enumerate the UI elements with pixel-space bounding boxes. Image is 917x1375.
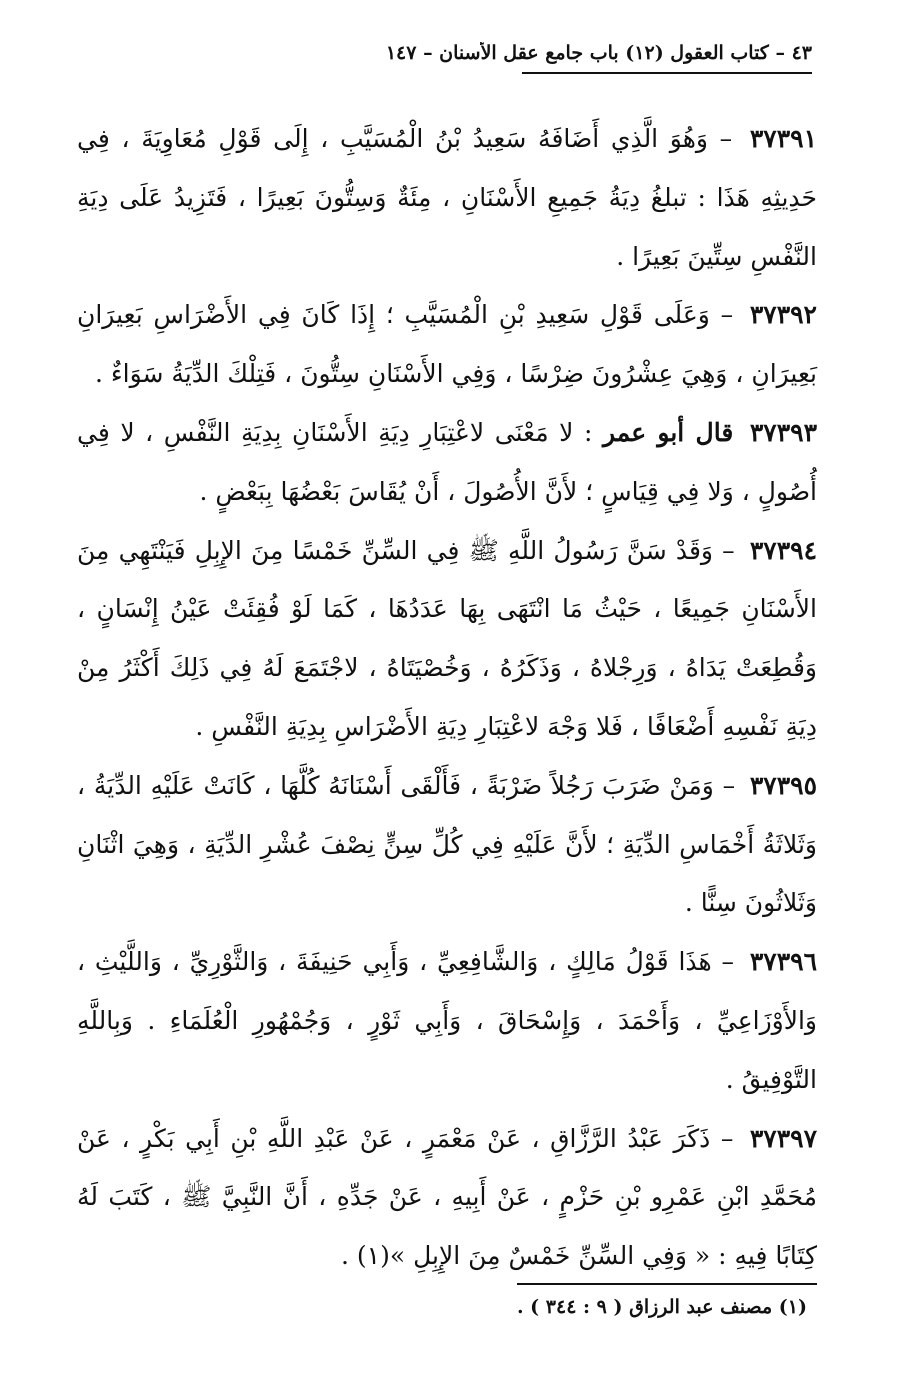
paragraph-37392 bbox=[77, 286, 817, 404]
paragraph-number: ٣٧٣٩٢ bbox=[749, 300, 817, 330]
footnote-rule bbox=[517, 1283, 817, 1285]
paragraph-37394 bbox=[77, 522, 817, 757]
paragraph-text: – وَمَنْ ضَرَبَ رَجُلاً ضَرْبَةً ، فَأَلْقَى أَسْنَانَهُ كُلَّهَا ، كَانَتْ عَلَيْهِ الدِّيَةُ ، وَثَلاثَةُ أَخْمَاسِ الدِّيَةِ ؛ لأَنَّ عَلَيْهِ فِي كُلِّ سِنٍّ نِصْفَ عُشْرِ الدِّيَةِ ، وَهِيَ اثْنَانِ وَثَلاثُونَ سِنًّا . bbox=[77, 770, 817, 918]
paragraph-text: – وَقَدْ سَنَّ رَسُولُ اللَّهِ ﷺ فِي السِّنِّ خَمْسًا مِنَ الإِبِلِ فَيَنْتَهِي مِنَ الأَسْنَانِ جَمِيعًا ، حَيْثُ مَا انْتَهَى بِهَا عَدَدُهَا ، كَمَا لَوْ فُقِئَتْ عَيْنُ إِنْسَانٍ ، وَقُطِعَتْ يَدَاهُ ، وَرِجْلاهُ ، وَذَكَرُهُ ، وَخُصْيَتَاهُ ، لاجْتَمَعَ لَهُ فِي ذَلِكَ أَكْثَرُ مِنْ دِيَةِ نَفْسِهِ أَضْعَافًا ، فَلا وَجْهَ لاعْتِبَارِ دِيَةِ الأَضْرَاسِ بِدِيَةِ النَّفْسِ . bbox=[77, 535, 817, 741]
paragraph-number: ٣٧٣٩٥ bbox=[749, 770, 817, 800]
paragraph-number: ٣٧٣٩٧ bbox=[749, 1123, 818, 1153]
paragraph-text: : لا مَعْنَى لاعْتِبَارِ دِيَةِ الأَسْنَانِ بِدِيَةِ النَّفْسِ ، لا فِي أُصُولٍ ، وَلا فِي قِيَاسٍ ؛ لأَنَّ الأُصُولَ ، أَنْ يُقَاسَ بَعْضُهَا بِبَعْضٍ . bbox=[77, 417, 817, 506]
running-header: ٤٣ – كتاب العقول (١٢) باب جامع عقل الأسنان – ١٤٧ bbox=[385, 42, 812, 64]
paragraph-text: – هَذَا قَوْلُ مَالِكٍ ، وَالشَّافِعِيِّ ، وَأَبِي حَنِيفَةَ ، وَالثَّوْرِيِّ ، وَاللَّيْثِ ، وَالأَوْزَاعِيِّ ، وَأَحْمَدَ ، وَإِسْحَاقَ ، وَأَبِي ثَوْرٍ ، وَجُمْهُورِ الْعُلَمَاءِ . وَبِاللَّهِ التَّوْفِيقُ . bbox=[77, 947, 817, 1094]
paragraph-37393 bbox=[77, 404, 817, 522]
paragraph-37391 bbox=[77, 110, 817, 286]
paragraph-number: ٣٧٣٩١ bbox=[749, 124, 817, 153]
paragraph-text: – وَهُوَ الَّذِي أَضَافَهُ سَعِيدُ بْنُ الْمُسَيَّبِ ، إِلَى قَوْلِ مُعَاوِيَةَ ، فِي حَدِيثِهِ هَذَا : تبلغُ دِيَةُ جَمِيعِ الأَسْنَانِ ، مِئَةٌ وَسِتُّونَ بَعِيرًا ، فَتَزِيدُ عَلَى دِيَةِ النَّفْسِ سِتِّينَ بَعِيرًا . bbox=[77, 124, 817, 271]
paragraph-text: – وَعَلَى قَوْلِ سَعِيدِ بْنِ الْمُسَيَّبِ ؛ إِذَا كَانَ فِي الأَضْرَاسِ بَعِيرَانِ بَعِيرَانِ ، وَهِيَ عِشْرُونَ ضِرْسًا ، وَفِي الأَسْنَانِ سِتُّونَ ، فَتِلْكَ الدِّيَةُ سَوَاءٌ . bbox=[77, 300, 817, 389]
footnote: (١) مصنف عبد الرزاق ( ٩ : ٣٤٤ ) . bbox=[516, 1296, 807, 1318]
header-rule bbox=[522, 72, 812, 74]
paragraph-number: ٣٧٣٩٤ bbox=[749, 535, 818, 565]
paragraph-number: ٣٧٣٩٣ bbox=[749, 417, 817, 447]
main-text bbox=[77, 110, 817, 1286]
paragraph-number: ٣٧٣٩٦ bbox=[749, 947, 817, 977]
paragraph-37396 bbox=[77, 933, 817, 1109]
paragraph-37397 bbox=[77, 1110, 817, 1286]
speaker-label: قال أبو عمر bbox=[602, 417, 734, 447]
paragraph-text: – ذَكَرَ عَبْدُ الرَّزَّاقِ ، عَنْ مَعْمَرٍ ، عَنْ عَبْدِ اللَّهِ بْنِ أَبِي بَكْرٍ ، عَنْ مُحَمَّدِ ابْنِ عَمْرِو بْنِ حَزْمٍ ، عَنْ أَبِيهِ ، عَنْ جَدِّهِ ، أَنَّ النَّبِيَّ ﷺ ، كَتَبَ لَهُ كِتَابًا فِيهِ : « وَفِي السِّنِّ خَمْسٌ مِنَ الإِبِلِ »(١) . bbox=[77, 1123, 817, 1271]
paragraph-37395 bbox=[77, 757, 817, 933]
